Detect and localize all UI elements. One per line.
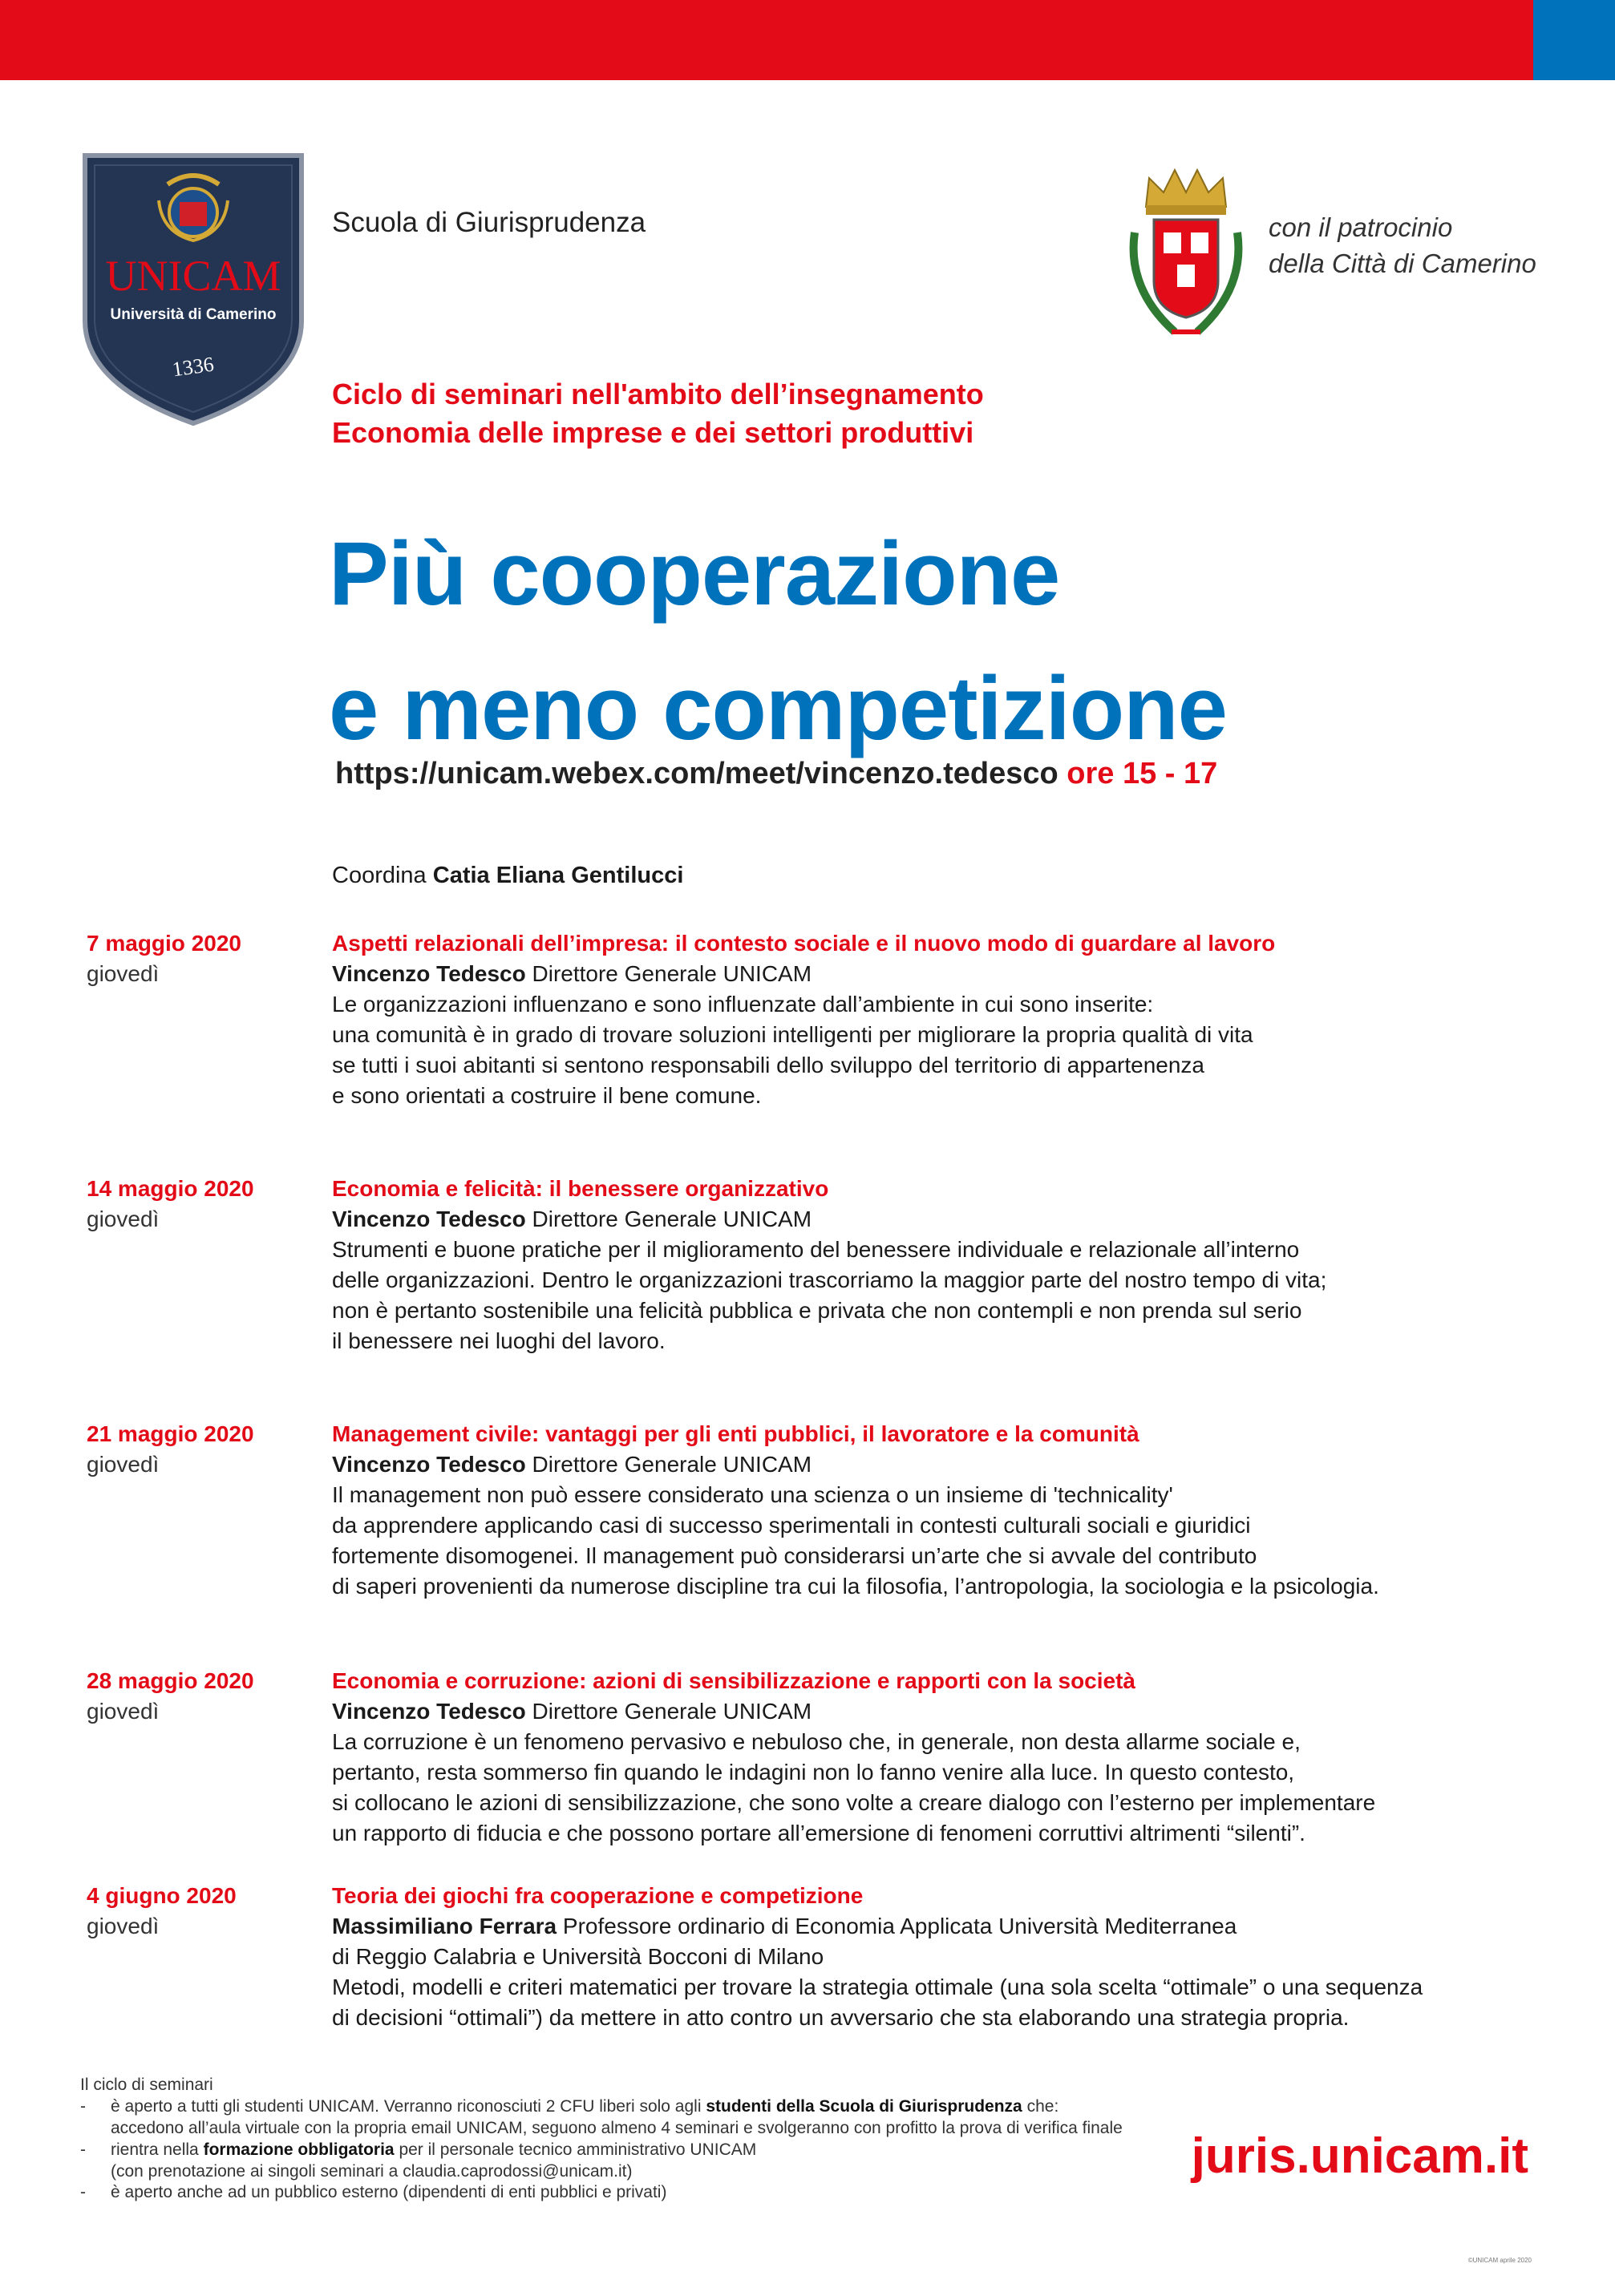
coordination-label: Coordina [332, 863, 427, 888]
seminar-date [87, 928, 241, 989]
note-text: è aperto anche ad un pubblico esterno (dipendenti di enti pubblici e privati) [111, 2183, 667, 2202]
coordination [332, 863, 683, 889]
seminar-description: Metodi, modelli e criteri matematici per trovare la strategia ottimale (una sola scelta “ottimale” o una sequenza di decisioni “ottimali”) da mettere in atto contro un avversario che sta elaborando una strategia propria. [332, 1975, 1423, 2031]
notes-intro: Il ciclo di seminari [80, 2076, 213, 2094]
website-link[interactable]: juris.unicam.it [1191, 2128, 1528, 2184]
title-line-1: Più cooperazione [329, 523, 1060, 624]
seminar-weekday: giovedì [87, 960, 160, 986]
seminar-title: Teoria dei giochi fra cooperazione e competizione [332, 1883, 864, 1908]
note-text [111, 2140, 756, 2161]
coordinator-name: Catia Eliana Gentilucci [432, 863, 684, 888]
speaker-name: Massimiliano Ferrara [332, 1914, 557, 1939]
seminar-weekday: giovedì [87, 1451, 160, 1477]
seminar-body [332, 928, 1551, 1111]
seminar-description: Le organizzazioni influenzano e sono influenzate dall’ambiente in cui sono inserite: una comunità è in grado di trovare soluzioni intelligenti per migliorare la propria qualità di vita se tutti i suoi abitanti si sentono responsabili dello sviluppo del territorio di appartenenza e sono orientati a costruire il bene comune. [332, 992, 1253, 1109]
seminar-weekday: giovedì [87, 1913, 160, 1938]
seminar-date-value: 7 maggio 2020 [87, 931, 241, 956]
cycle-notes [80, 2075, 1267, 2204]
seminar-date-value: 4 giugno 2020 [87, 1883, 237, 1908]
seminar-body [332, 1666, 1551, 1849]
seminar-date [87, 1881, 237, 1942]
note-bullet: - [80, 2183, 86, 2202]
seminar-title: Economia e corruzione: azioni di sensibilizzazione e rapporti con la società [332, 1668, 1135, 1693]
note-text-part: è aperto a tutti gli studenti UNICAM. Verranno riconosciuti 2 CFU liberi solo agli [111, 2096, 702, 2116]
cycle-line-2: Economia delle imprese e dei settori produttivi [332, 415, 974, 449]
seminar-speaker [332, 1696, 1551, 1727]
note-continuation: accedono all’aula virtuale con la propria email UNICAM, seguono almeno 4 seminari e svolgeranno con profitto la prova di verifica finale [111, 2118, 1123, 2137]
seminar-date [87, 1666, 254, 1727]
note-continuation: (con prenotazione ai singoli seminari a claudia.caprodossi@unicam.it) [111, 2161, 633, 2181]
note-highlight: formazione obbligatoria [203, 2140, 395, 2159]
speaker-role: Direttore Generale UNICAM [532, 1452, 812, 1477]
note-text-part: che: [1026, 2096, 1059, 2116]
note-item [80, 2096, 1267, 2118]
seminar-description: La corruzione è un fenomeno pervasivo e nebuloso che, in generale, non desta allarme sociale e, pertanto, resta sommerso fin quando le indagini non lo fanno venire alla luce. In questo contesto, si collocano le azioni di sensibilizzazione, che sono volte a creare dialogo con l’esterno per implementare un rapporto di fiducia e che possono portare all’emersione di fenomeni corruttivi altrimenti “silenti”. [332, 1729, 1376, 1846]
note-text-part: rientra nella [111, 2140, 199, 2159]
speaker-role: Direttore Generale UNICAM [532, 1699, 812, 1724]
seminar-title: Aspetti relazionali dell’impresa: il contesto sociale e il nuovo modo di guardare al lavoro [332, 931, 1276, 956]
speaker-name: Vincenzo Tedesco [332, 961, 526, 987]
speaker-role: Professore ordinario di Economia Applicata Università Mediterranea di Reggio Calabria e Università Bocconi di Milano [332, 1914, 1237, 1970]
speaker-name: Vincenzo Tedesco [332, 1699, 526, 1724]
logo-name: UNICAM [105, 252, 281, 300]
note-highlight: studenti della Scuola di Giurisprudenza [706, 2096, 1022, 2116]
seminar-weekday: giovedì [87, 1698, 160, 1724]
seminar-speaker [332, 1449, 1551, 1480]
patronage-line-1: con il patrocinio [1269, 212, 1453, 242]
seminar-speaker [332, 1204, 1551, 1235]
note-bullet: - [80, 2096, 86, 2116]
seminar-speaker [332, 959, 1551, 989]
title-line-2: e meno competizione [329, 658, 1227, 758]
crown-icon [1146, 170, 1226, 215]
seminar-date-value: 28 maggio 2020 [87, 1668, 254, 1693]
credit-text: ©UNICAM aprile 2020 [1467, 2257, 1532, 2264]
speaker-name: Vincenzo Tedesco [332, 1452, 526, 1477]
seminar-cycle-heading [332, 375, 984, 452]
seminar-title: Economia e felicità: il benessere organizzativo [332, 1176, 829, 1201]
meeting-hours: ore 15 - 17 [1067, 757, 1218, 790]
seminar-body [332, 1881, 1551, 2033]
seminar-weekday: giovedì [87, 1206, 160, 1231]
meeting-info [335, 757, 1217, 791]
top-banner-blue [1533, 0, 1615, 80]
seminar-speaker [332, 1911, 1551, 1972]
page-title [329, 507, 1227, 776]
seminar-date-value: 21 maggio 2020 [87, 1421, 254, 1446]
patronage-text [1269, 210, 1536, 281]
seminar-description: Il management non può essere considerato una scienza o un insieme di 'technicality' da apprendere applicando casi di successo sperimentali in contesti culturali sociali e giuridici fortemente disomogenei. Il management può considerarsi un’arte che si avvale del contributo di saperi provenienti da numerose discipline tra cui la filosofia, l’antropologia, la sociologia e la psicologia. [332, 1482, 1379, 1599]
patronage-line-2: della Città di Camerino [1269, 248, 1536, 278]
seminar-date [87, 1419, 254, 1480]
note-bullet: - [80, 2140, 86, 2159]
seminar-description: Strumenti e buone pratiche per il miglioramento del benessere individuale e relazionale all’interno delle organizzazioni. Dentro le organizzazioni trascorriamo la maggior parte del nostro tempo di vita; non è pertanto sostenibile una felicità pubblica e privata che non contempli e non prenda sul serio il benessere nei luoghi del lavoro. [332, 1237, 1327, 1354]
cycle-line-1: Ciclo di seminari nell'ambito dell’insegnamento [332, 378, 984, 410]
seminar-title: Management civile: vantaggi per gli enti pubblici, il lavoratore e la comunità [332, 1421, 1139, 1446]
speaker-role: Direttore Generale UNICAM [532, 1207, 812, 1232]
seminar-body [332, 1419, 1551, 1602]
school-name: Scuola di Giurisprudenza [332, 207, 646, 238]
meeting-link[interactable]: https://unicam.webex.com/meet/vincenzo.tedesco [335, 757, 1058, 790]
note-item [80, 2182, 1267, 2204]
speaker-name: Vincenzo Tedesco [332, 1207, 526, 1232]
seminar-date [87, 1174, 254, 1235]
note-text-part: per il personale tecnico amministrativo UNICAM [399, 2140, 757, 2159]
camerino-emblem [1111, 160, 1261, 353]
top-banner-red [0, 0, 1615, 80]
note-text [111, 2096, 1058, 2118]
logo-subtitle: Università di Camerino [110, 306, 277, 323]
logo-year: 1336 [170, 352, 216, 382]
seminar-date-value: 14 maggio 2020 [87, 1176, 254, 1201]
note-item [80, 2140, 1267, 2161]
speaker-role: Direttore Generale UNICAM [532, 961, 812, 987]
seminar-body [332, 1174, 1551, 1356]
unicam-logo [82, 152, 305, 426]
